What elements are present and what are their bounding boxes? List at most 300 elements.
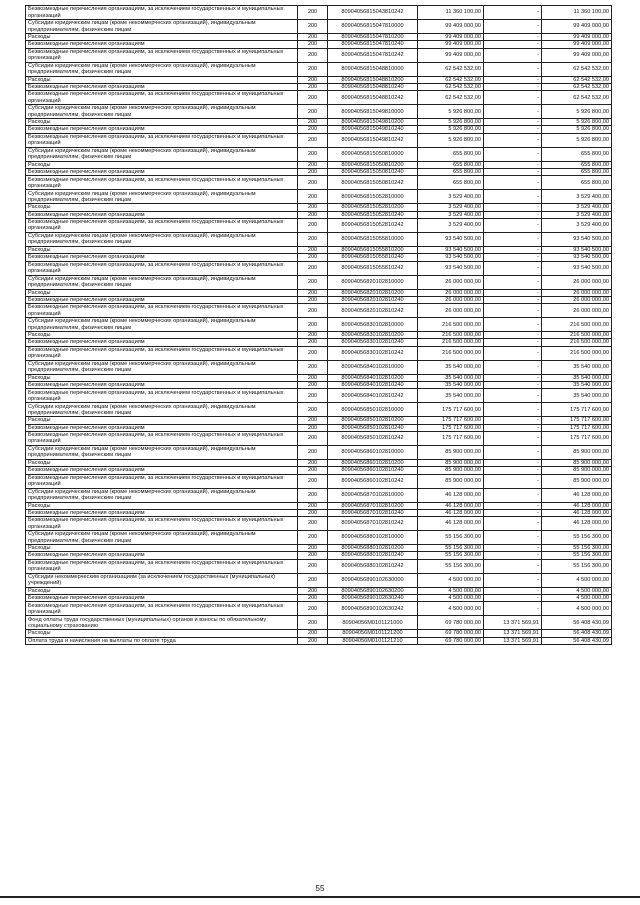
row-remaining-amount: 11 360 100,00 — [542, 6, 612, 20]
row-budget-code: 80904056840102810242 — [328, 389, 418, 403]
row-budget-code: 80904056815047810200 — [328, 34, 418, 41]
row-approved-amount: 5 926 800,00 — [418, 133, 484, 147]
table-row — [26, 403, 612, 417]
row-approved-amount: 5 926 800,00 — [418, 105, 484, 119]
row-budget-code: 80904056815043810242 — [328, 6, 418, 20]
row-name: Расходы — [26, 119, 298, 126]
table-row — [26, 445, 612, 459]
row-approved-amount: 216 500 000,00 — [418, 332, 484, 339]
row-approved-amount: 55 156 300,00 — [418, 531, 484, 545]
table-row — [26, 169, 612, 176]
page-number: 55 — [315, 884, 325, 893]
row-remaining-amount: 216 500 000,00 — [542, 339, 612, 346]
row-budget-code: 80904056815047810240 — [328, 41, 418, 48]
row-budget-code: 80904056840102810200 — [328, 374, 418, 381]
row-code: 200 — [298, 211, 328, 218]
row-name: Безвозмездные перечисления организациям, за исключением государственных и муниципальных организаций — [26, 261, 298, 275]
row-remaining-amount: 85 900 000,00 — [542, 459, 612, 466]
row-budget-code: 80904056830102810242 — [328, 346, 418, 360]
row-remaining-amount: 85 900 000,00 — [542, 474, 612, 488]
row-name: Субсидии юридическим лицам (кроме некоммерческих организаций), индивидуальным предпринимателям, физическим лицам — [26, 20, 298, 34]
row-budget-code: 80904056870102810242 — [328, 517, 418, 531]
row-budget-code: 80904056850102810242 — [328, 431, 418, 445]
row-code: 200 — [298, 296, 328, 303]
row-code: 200 — [298, 630, 328, 637]
row-name: Безвозмездные перечисления организациям, за исключением государственных и муниципальных организаций — [26, 176, 298, 190]
row-code: 200 — [298, 595, 328, 602]
table-row — [26, 41, 612, 48]
row-code: 200 — [298, 218, 328, 232]
row-remaining-amount: 655 800,00 — [542, 161, 612, 168]
row-name: Расходы — [26, 34, 298, 41]
row-code: 200 — [298, 20, 328, 34]
row-budget-code: 80904056М0101121210 — [328, 637, 418, 644]
row-name: Безвозмездные перечисления организациям, за исключением государственных и муниципальных организаций — [26, 602, 298, 616]
row-approved-amount: 62 542 532,00 — [418, 91, 484, 105]
row-remaining-amount: 35 540 000,00 — [542, 389, 612, 403]
row-name: Субсидии юридическим лицам (кроме некоммерческих организаций), индивидуальным предпринимателям, физическим лицам — [26, 360, 298, 374]
row-code: 200 — [298, 360, 328, 374]
table-row — [26, 218, 612, 232]
row-approved-amount: 55 156 300,00 — [418, 545, 484, 552]
row-executed-amount: - — [484, 417, 542, 424]
row-name: Расходы — [26, 246, 298, 253]
row-remaining-amount: 26 000 000,00 — [542, 304, 612, 318]
row-budget-code: 80904056860102810242 — [328, 474, 418, 488]
table-row — [26, 190, 612, 204]
row-code: 200 — [298, 531, 328, 545]
row-remaining-amount: 46 128 000,00 — [542, 488, 612, 502]
row-executed-amount: - — [484, 232, 542, 246]
row-approved-amount: 175 717 600,00 — [418, 403, 484, 417]
row-approved-amount: 99 409 000,00 — [418, 48, 484, 62]
row-approved-amount: 85 900 000,00 — [418, 467, 484, 474]
row-name: Безвозмездные перечисления организациям — [26, 424, 298, 431]
row-code: 200 — [298, 637, 328, 644]
row-budget-code: 80904056815052810200 — [328, 204, 418, 211]
row-budget-code: 80904056М0101121200 — [328, 630, 418, 637]
row-executed-amount: - — [484, 275, 542, 289]
row-code: 200 — [298, 616, 328, 630]
row-remaining-amount: 4 500 000,00 — [542, 573, 612, 587]
row-code: 200 — [298, 289, 328, 296]
table-row — [26, 531, 612, 545]
row-executed-amount: - — [484, 403, 542, 417]
row-budget-code: 80904056860102810240 — [328, 467, 418, 474]
row-executed-amount: - — [484, 552, 542, 559]
row-code: 200 — [298, 83, 328, 90]
row-name: Расходы — [26, 587, 298, 594]
row-code: 200 — [298, 424, 328, 431]
row-budget-code: 80904056880102810200 — [328, 545, 418, 552]
row-remaining-amount: 3 529 400,00 — [542, 218, 612, 232]
row-name: Субсидии юридическим лицам (кроме некоммерческих организаций), индивидуальным предпринимателям, физическим лицам — [26, 62, 298, 76]
budget-execution-table — [25, 5, 612, 645]
row-code: 200 — [298, 91, 328, 105]
row-budget-code: 80904056830102810000 — [328, 318, 418, 332]
row-approved-amount: 35 540 000,00 — [418, 360, 484, 374]
row-approved-amount: 655 800,00 — [418, 176, 484, 190]
row-executed-amount: - — [484, 517, 542, 531]
row-name: Безвозмездные перечисления организациям — [26, 339, 298, 346]
row-remaining-amount: 26 000 000,00 — [542, 275, 612, 289]
table-row — [26, 339, 612, 346]
row-budget-code: 80904056820102810200 — [328, 289, 418, 296]
row-remaining-amount: 93 540 500,00 — [542, 232, 612, 246]
row-approved-amount: 5 926 800,00 — [418, 126, 484, 133]
table-row — [26, 517, 612, 531]
row-name: Безвозмездные перечисления организациям — [26, 296, 298, 303]
row-code: 200 — [298, 602, 328, 616]
row-budget-code: 80904056860102810000 — [328, 445, 418, 459]
row-approved-amount: 4 500 000,00 — [418, 595, 484, 602]
row-approved-amount: 4 500 000,00 — [418, 573, 484, 587]
table-row — [26, 254, 612, 261]
row-executed-amount: 13 371 569,91 — [484, 637, 542, 644]
row-budget-code: 80904056870102810240 — [328, 509, 418, 516]
row-name: Расходы — [26, 161, 298, 168]
row-code: 200 — [298, 126, 328, 133]
row-approved-amount: 3 529 400,00 — [418, 190, 484, 204]
row-approved-amount: 99 409 000,00 — [418, 41, 484, 48]
row-name: Расходы — [26, 204, 298, 211]
row-code: 200 — [298, 346, 328, 360]
row-budget-code: 80904056890102630000 — [328, 573, 418, 587]
row-code: 200 — [298, 232, 328, 246]
table-row — [26, 261, 612, 275]
row-executed-amount: - — [484, 545, 542, 552]
row-code: 200 — [298, 105, 328, 119]
row-name: Безвозмездные перечисления организациям — [26, 169, 298, 176]
row-code: 200 — [298, 382, 328, 389]
table-row — [26, 147, 612, 161]
row-approved-amount: 46 128 000,00 — [418, 509, 484, 516]
table-row — [26, 332, 612, 339]
row-remaining-amount: 4 500 000,00 — [542, 595, 612, 602]
row-approved-amount: 4 500 000,00 — [418, 587, 484, 594]
row-remaining-amount: 55 156 300,00 — [542, 531, 612, 545]
row-remaining-amount: 175 717 600,00 — [542, 403, 612, 417]
row-name: Расходы — [26, 332, 298, 339]
row-name: Безвозмездные перечисления организациям — [26, 509, 298, 516]
row-budget-code: 80904056820102810242 — [328, 304, 418, 318]
row-budget-code: 80904056815052810242 — [328, 218, 418, 232]
row-remaining-amount: 46 128 000,00 — [542, 509, 612, 516]
row-executed-amount: - — [484, 573, 542, 587]
row-budget-code: 80904056815050810242 — [328, 176, 418, 190]
row-approved-amount: 26 000 000,00 — [418, 304, 484, 318]
row-executed-amount: - — [484, 445, 542, 459]
row-code: 200 — [298, 545, 328, 552]
row-budget-code: 80904056815052810240 — [328, 211, 418, 218]
row-code: 200 — [298, 161, 328, 168]
row-code: 200 — [298, 587, 328, 594]
row-name: Субсидии юридическим лицам (кроме некоммерческих организаций), индивидуальным предпринимателям, физическим лицам — [26, 445, 298, 459]
row-name: Расходы — [26, 374, 298, 381]
row-code: 200 — [298, 204, 328, 211]
row-code: 200 — [298, 76, 328, 83]
row-budget-code: 80904056815050810000 — [328, 147, 418, 161]
row-remaining-amount: 216 500 000,00 — [542, 318, 612, 332]
row-executed-amount: 13 371 569,91 — [484, 630, 542, 637]
row-name: Безвозмездные перечисления организациям, за исключением государственных и муниципальных организаций — [26, 304, 298, 318]
row-remaining-amount: 175 717 600,00 — [542, 424, 612, 431]
row-executed-amount: - — [484, 20, 542, 34]
table-row — [26, 296, 612, 303]
row-remaining-amount: 93 540 500,00 — [542, 261, 612, 275]
row-executed-amount: - — [484, 459, 542, 466]
row-remaining-amount: 99 409 000,00 — [542, 34, 612, 41]
row-approved-amount: 93 540 500,00 — [418, 254, 484, 261]
row-executed-amount: - — [484, 339, 542, 346]
row-approved-amount: 62 542 532,00 — [418, 76, 484, 83]
row-executed-amount: - — [484, 318, 542, 332]
table-row — [26, 176, 612, 190]
table-row — [26, 204, 612, 211]
row-executed-amount: - — [484, 62, 542, 76]
row-executed-amount: - — [484, 304, 542, 318]
row-remaining-amount: 62 542 532,00 — [542, 76, 612, 83]
row-approved-amount: 3 529 400,00 — [418, 211, 484, 218]
row-budget-code: 80904056815055810000 — [328, 232, 418, 246]
table-row — [26, 559, 612, 573]
row-budget-code: 80904056815052810000 — [328, 190, 418, 204]
row-executed-amount: - — [484, 559, 542, 573]
table-row — [26, 275, 612, 289]
row-code: 200 — [298, 374, 328, 381]
row-code: 200 — [298, 261, 328, 275]
row-executed-amount: - — [484, 296, 542, 303]
row-approved-amount: 11 360 100,00 — [418, 6, 484, 20]
row-remaining-amount: 85 900 000,00 — [542, 445, 612, 459]
row-remaining-amount: 3 529 400,00 — [542, 204, 612, 211]
row-budget-code: 80904056815050810200 — [328, 161, 418, 168]
row-executed-amount: - — [484, 289, 542, 296]
row-name: Безвозмездные перечисления организациям — [26, 126, 298, 133]
row-remaining-amount: 35 540 000,00 — [542, 382, 612, 389]
row-code: 200 — [298, 509, 328, 516]
row-executed-amount: - — [484, 91, 542, 105]
row-budget-code: 80904056815048810000 — [328, 62, 418, 76]
row-approved-amount: 55 156 300,00 — [418, 552, 484, 559]
row-budget-code: 80904056815049810240 — [328, 126, 418, 133]
row-executed-amount: - — [484, 119, 542, 126]
table-row — [26, 91, 612, 105]
row-remaining-amount: 655 800,00 — [542, 176, 612, 190]
row-executed-amount: - — [484, 531, 542, 545]
row-remaining-amount: 175 717 600,00 — [542, 417, 612, 424]
row-code: 200 — [298, 552, 328, 559]
row-approved-amount: 99 409 000,00 — [418, 20, 484, 34]
row-executed-amount: - — [484, 161, 542, 168]
row-executed-amount: - — [484, 595, 542, 602]
table-row — [26, 76, 612, 83]
table-row — [26, 616, 612, 630]
row-executed-amount: - — [484, 169, 542, 176]
row-budget-code: 80904056880102810242 — [328, 559, 418, 573]
row-name: Безвозмездные перечисления организациям — [26, 254, 298, 261]
row-remaining-amount: 35 540 000,00 — [542, 374, 612, 381]
row-executed-amount: - — [484, 488, 542, 502]
row-name: Субсидии юридическим лицам (кроме некоммерческих организаций), индивидуальным предпринимателям, физическим лицам — [26, 275, 298, 289]
row-executed-amount: - — [484, 218, 542, 232]
row-code: 200 — [298, 459, 328, 466]
row-remaining-amount: 216 500 000,00 — [542, 332, 612, 339]
table-row — [26, 211, 612, 218]
row-code: 200 — [298, 246, 328, 253]
row-approved-amount: 5 926 800,00 — [418, 119, 484, 126]
row-budget-code: 80904056830102810240 — [328, 339, 418, 346]
row-code: 200 — [298, 41, 328, 48]
row-remaining-amount: 5 926 800,00 — [542, 126, 612, 133]
row-executed-amount: - — [484, 126, 542, 133]
table-row — [26, 459, 612, 466]
row-executed-amount: 13 371 569,91 — [484, 616, 542, 630]
table-row — [26, 374, 612, 381]
row-budget-code: 80904056830102810200 — [328, 332, 418, 339]
row-approved-amount: 69 780 000,00 — [418, 630, 484, 637]
row-executed-amount: - — [484, 76, 542, 83]
row-executed-amount: - — [484, 467, 542, 474]
row-approved-amount: 93 540 500,00 — [418, 261, 484, 275]
table-row — [26, 552, 612, 559]
table-row — [26, 161, 612, 168]
row-executed-amount: - — [484, 48, 542, 62]
row-name: Расходы — [26, 289, 298, 296]
table-row — [26, 587, 612, 594]
row-executed-amount: - — [484, 34, 542, 41]
row-code: 200 — [298, 190, 328, 204]
row-remaining-amount: 55 156 300,00 — [542, 545, 612, 552]
row-approved-amount: 93 540 500,00 — [418, 232, 484, 246]
row-budget-code: 80904056815049810000 — [328, 105, 418, 119]
row-budget-code: 80904056815048810200 — [328, 76, 418, 83]
row-budget-code: 80904056815055810240 — [328, 254, 418, 261]
row-approved-amount: 216 500 000,00 — [418, 339, 484, 346]
row-executed-amount: - — [484, 176, 542, 190]
row-name: Субсидии юридическим лицам (кроме некоммерческих организаций), индивидуальным предпринимателям, физическим лицам — [26, 531, 298, 545]
table-row — [26, 417, 612, 424]
row-remaining-amount: 62 542 532,00 — [542, 62, 612, 76]
row-name: Субсидии некоммерческим организациям (за исключением государственных (муниципальных) учреждений) — [26, 573, 298, 587]
row-remaining-amount: 216 500 000,00 — [542, 346, 612, 360]
row-code: 200 — [298, 445, 328, 459]
row-name: Безвозмездные перечисления организациям, за исключением государственных и муниципальных организаций — [26, 431, 298, 445]
row-code: 200 — [298, 48, 328, 62]
row-name: Расходы — [26, 545, 298, 552]
row-budget-code: 80904056890102630242 — [328, 602, 418, 616]
row-executed-amount: - — [484, 474, 542, 488]
row-approved-amount: 62 542 532,00 — [418, 62, 484, 76]
row-budget-code: 80904056820102810240 — [328, 296, 418, 303]
table-row — [26, 573, 612, 587]
row-name: Субсидии юридическим лицам (кроме некоммерческих организаций), индивидуальным предпринимателям, физическим лицам — [26, 190, 298, 204]
row-budget-code: 80904056815048810240 — [328, 83, 418, 90]
table-row — [26, 545, 612, 552]
row-name: Субсидии юридическим лицам (кроме некоммерческих организаций), индивидуальным предпринимателям, физическим лицам — [26, 147, 298, 161]
row-executed-amount: - — [484, 346, 542, 360]
row-name: Безвозмездные перечисления организациям, за исключением государственных и муниципальных организаций — [26, 389, 298, 403]
row-remaining-amount: 3 529 400,00 — [542, 190, 612, 204]
row-budget-code: 80904056880102810240 — [328, 552, 418, 559]
row-code: 200 — [298, 318, 328, 332]
row-executed-amount: - — [484, 332, 542, 339]
row-remaining-amount: 26 000 000,00 — [542, 289, 612, 296]
row-code: 200 — [298, 389, 328, 403]
row-approved-amount: 3 529 400,00 — [418, 218, 484, 232]
table-row — [26, 346, 612, 360]
table-row — [26, 126, 612, 133]
row-approved-amount: 35 540 000,00 — [418, 374, 484, 381]
row-name: Безвозмездные перечисления организациям, за исключением государственных и муниципальных организаций — [26, 346, 298, 360]
row-name: Субсидии юридическим лицам (кроме некоммерческих организаций), индивидуальным предпринимателям, физическим лицам — [26, 318, 298, 332]
row-remaining-amount: 35 540 000,00 — [542, 360, 612, 374]
row-remaining-amount: 4 500 000,00 — [542, 587, 612, 594]
row-executed-amount: - — [484, 374, 542, 381]
row-approved-amount: 62 542 532,00 — [418, 83, 484, 90]
table-row — [26, 34, 612, 41]
row-budget-code: 80904056850102810200 — [328, 417, 418, 424]
row-remaining-amount: 62 542 532,00 — [542, 91, 612, 105]
table-row — [26, 318, 612, 332]
row-approved-amount: 85 900 000,00 — [418, 474, 484, 488]
table-row — [26, 232, 612, 246]
row-approved-amount: 655 800,00 — [418, 147, 484, 161]
table-row — [26, 62, 612, 76]
row-budget-code: 80904056870102810200 — [328, 502, 418, 509]
row-remaining-amount: 46 128 000,00 — [542, 517, 612, 531]
row-remaining-amount: 175 717 600,00 — [542, 431, 612, 445]
row-approved-amount: 655 800,00 — [418, 161, 484, 168]
row-executed-amount: - — [484, 6, 542, 20]
row-code: 200 — [298, 169, 328, 176]
row-name: Безвозмездные перечисления организациям — [26, 382, 298, 389]
row-executed-amount: - — [484, 502, 542, 509]
row-name: Безвозмездные перечисления организациям, за исключением государственных и муниципальных организаций — [26, 517, 298, 531]
row-remaining-amount: 93 540 500,00 — [542, 254, 612, 261]
row-code: 200 — [298, 332, 328, 339]
row-name: Расходы — [26, 76, 298, 83]
table-row — [26, 6, 612, 20]
row-name: Расходы — [26, 459, 298, 466]
row-remaining-amount: 56 408 430,09 — [542, 616, 612, 630]
row-executed-amount: - — [484, 190, 542, 204]
row-budget-code: 80904056890102630200 — [328, 587, 418, 594]
row-remaining-amount: 55 156 300,00 — [542, 552, 612, 559]
row-remaining-amount: 26 000 000,00 — [542, 296, 612, 303]
row-name: Безвозмездные перечисления организациям — [26, 595, 298, 602]
row-executed-amount: - — [484, 602, 542, 616]
row-code: 200 — [298, 559, 328, 573]
row-budget-code: 80904056880102810000 — [328, 531, 418, 545]
row-code: 200 — [298, 488, 328, 502]
row-code: 200 — [298, 176, 328, 190]
row-remaining-amount: 5 926 800,00 — [542, 119, 612, 126]
row-code: 200 — [298, 403, 328, 417]
row-name: Безвозмездные перечисления организациям — [26, 83, 298, 90]
table-row — [26, 602, 612, 616]
table-row — [26, 48, 612, 62]
row-code: 200 — [298, 573, 328, 587]
row-code: 200 — [298, 62, 328, 76]
row-approved-amount: 26 000 000,00 — [418, 289, 484, 296]
row-name: Безвозмездные перечисления организациям, за исключением государственных и муниципальных организаций — [26, 133, 298, 147]
row-approved-amount: 46 128 000,00 — [418, 488, 484, 502]
row-budget-code: 80904056815048810242 — [328, 91, 418, 105]
row-name: Субсидии юридическим лицам (кроме некоммерческих организаций), индивидуальным предпринимателям, физическим лицам — [26, 232, 298, 246]
table-row — [26, 474, 612, 488]
row-code: 200 — [298, 467, 328, 474]
